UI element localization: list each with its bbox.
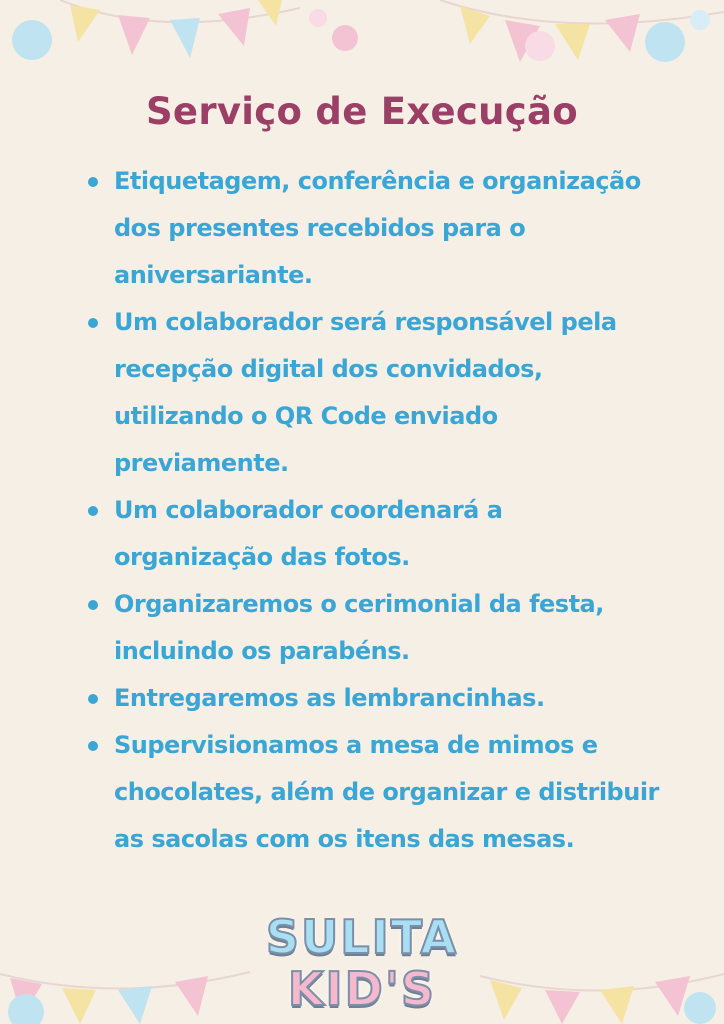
bullet-dot-icon	[88, 318, 98, 328]
list-item	[84, 158, 664, 299]
pennant-icon	[70, 5, 100, 42]
pennant-icon	[460, 6, 490, 44]
bullet-dot-icon	[88, 506, 98, 516]
pennant-icon	[600, 986, 634, 1024]
pennant-icon	[605, 14, 640, 52]
list-item-text: Etiquetagem, conferência e organização dos presentes recebidos para o aniversariante.	[114, 167, 641, 289]
list-item-text: Supervisionamos a mesa de mimos e chocolates, além de organizar e distribuir as sacolas com os itens das mesas.	[114, 731, 659, 853]
pennant-icon	[505, 20, 540, 62]
pennant-icon	[655, 976, 690, 1016]
list-item-text: Organizaremos o cerimonial da festa, incluindo os parabéns.	[114, 590, 604, 665]
bunting-decoration-top	[0, 0, 724, 90]
balloon-icon	[309, 9, 327, 27]
list-item	[84, 487, 664, 581]
pennant-icon	[545, 990, 580, 1024]
balloon-icon	[645, 22, 685, 62]
pennant-icon	[175, 976, 208, 1016]
brand-logo	[256, 906, 468, 1024]
list-item	[84, 722, 664, 863]
service-list	[84, 158, 664, 863]
list-item-text: Um colaborador coordenará a organização das fotos.	[114, 496, 503, 571]
pennant-icon	[118, 15, 150, 55]
pennant-icon	[10, 978, 42, 1018]
pennant-icon	[62, 988, 96, 1024]
page-title: Serviço de Execução	[145, 90, 578, 133]
list-item-text: Um colaborador será responsável pela recepção digital dos convidados, utilizando o QR Code enviado previamente.	[114, 308, 617, 477]
bullet-dot-icon	[88, 741, 98, 751]
pennant-icon	[118, 986, 152, 1024]
balloon-icon	[690, 10, 710, 30]
list-item-text: Entregaremos as lembrancinhas.	[114, 684, 545, 712]
balloon-icon	[525, 31, 555, 61]
list-item	[84, 581, 664, 675]
pennant-icon	[258, 0, 282, 26]
balloon-icon	[332, 25, 358, 51]
pennant-icon	[555, 24, 590, 60]
list-item	[84, 299, 664, 487]
balloon-icon	[12, 20, 52, 60]
pennant-icon	[218, 8, 250, 46]
balloon-icon	[8, 994, 44, 1024]
bullet-dot-icon	[88, 600, 98, 610]
pennant-icon	[490, 980, 522, 1020]
pennant-icon	[170, 18, 200, 58]
list-item	[84, 675, 664, 722]
balloon-icon	[684, 992, 716, 1024]
logo-text-line-2: KID'S	[287, 962, 437, 1016]
logo-text-line-1: SULITA	[265, 910, 459, 964]
bullet-dot-icon	[88, 694, 98, 704]
bullet-dot-icon	[88, 177, 98, 187]
